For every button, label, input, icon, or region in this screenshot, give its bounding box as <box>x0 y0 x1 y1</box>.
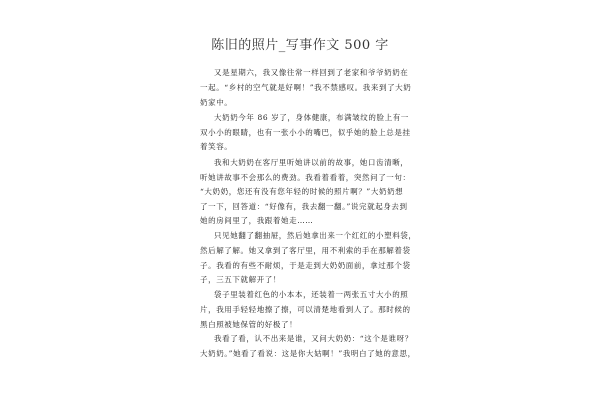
body-line: 黑白照被她保管的好极了！ <box>200 320 298 329</box>
body-line: 双小小的眼睛，也有一张小小的嘴巴，似乎她的脸上总是挂 <box>200 128 411 137</box>
body-line: 大奶奶今年 86 岁了，身体健康，布满皱纹的脸上有一 <box>214 113 409 122</box>
document-title: 陈旧的照片_写事作文 500 字 <box>211 38 389 53</box>
body-line: 了一下，回答道：“好像有，我去翻一翻。”说完就起身去到 <box>200 202 408 211</box>
body-line: 袋子里装着红色的小本本，还装着一两张五寸大小的照 <box>214 290 409 299</box>
body-line: 大奶奶。”她看了看说：这是你大姑啊！”我明白了她的意思， <box>200 349 416 358</box>
body-line: 又是星期六，我又像往常一样回到了老家和爷爷奶奶在 <box>214 68 409 77</box>
body-line: 着笑容。 <box>200 142 233 151</box>
body-line: 子。我看的有些不耐烦，于是走到大奶奶面前，拿过那个袋 <box>200 261 411 270</box>
body-line: 她的房间里了，我跟着她走…… <box>200 216 314 225</box>
body-line: 然后解了解。她又拿到了客厅里，用不利索的手在那解着袋 <box>200 246 411 255</box>
body-line: 片，我用手轻轻地擦了擦，可以清楚地看到人了。那时候的 <box>200 305 411 314</box>
body-line: 听她讲故事不会那么的费劲。我看着看着，突然问了一句： <box>200 173 411 182</box>
body-line: “大奶奶，您还有没有您年轻的时候的照片啊？”大奶奶想 <box>200 187 404 196</box>
body-line: 我和大奶奶在客厅里听她讲以前的故事，她口齿清晰， <box>214 158 409 167</box>
body-line: 我看了看，认不出来是谁，又问大奶奶：“这个是谁呀？ <box>214 334 413 343</box>
body-line: 子，三五下就解开了！ <box>200 275 281 284</box>
body-line: 只见她翻了翻抽屉，然后她拿出来一个红红的小塑料袋， <box>214 231 417 240</box>
body-line: 奶家中。 <box>200 98 233 107</box>
body-line: 一起。“乡村的空气就是好啊！”我不禁感叹。我来到了大奶 <box>200 83 412 92</box>
